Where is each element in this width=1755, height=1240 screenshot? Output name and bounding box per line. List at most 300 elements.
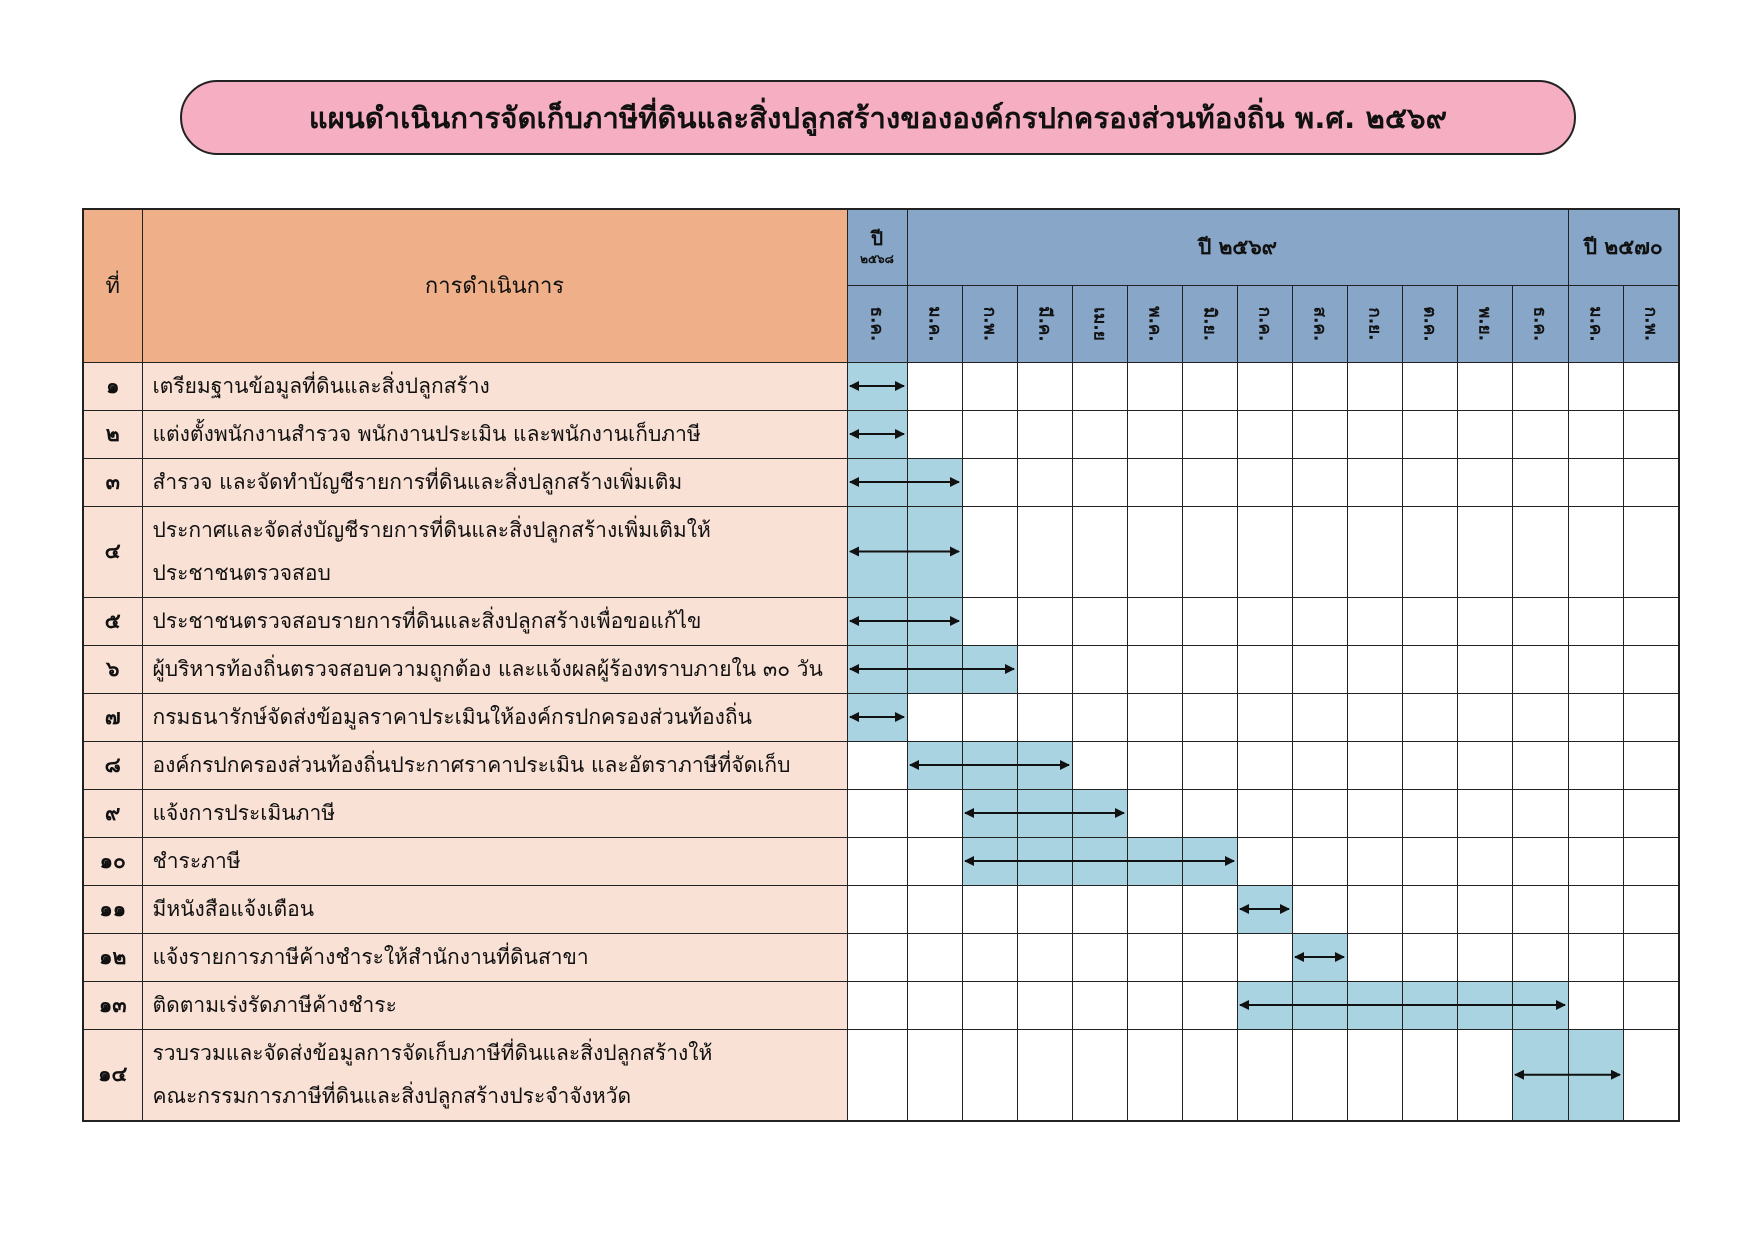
schedule-cell bbox=[907, 362, 962, 410]
schedule-cell bbox=[1017, 506, 1072, 597]
schedule-cell bbox=[907, 1029, 962, 1121]
schedule-cell bbox=[1402, 933, 1457, 981]
schedule-cell-active bbox=[907, 458, 962, 506]
schedule-cell bbox=[1237, 645, 1292, 693]
schedule-cell bbox=[1182, 789, 1237, 837]
row-number: ๗ bbox=[83, 693, 142, 741]
schedule-cell-active bbox=[847, 693, 907, 741]
schedule-cell bbox=[1182, 741, 1237, 789]
schedule-cell bbox=[1292, 458, 1347, 506]
schedule-cell bbox=[1292, 645, 1347, 693]
task-line: ผู้บริหารท้องถิ่นตรวจสอบความถูกต้อง และแจ้งผลผู้ร้องทราบภายใน ๓๐ วัน bbox=[152, 656, 823, 681]
task-description bbox=[142, 506, 847, 597]
header-year-next: ปี ๒๕๗๐ bbox=[1568, 209, 1679, 285]
schedule-cell bbox=[1182, 410, 1237, 458]
schedule-cell bbox=[1402, 789, 1457, 837]
schedule-cell bbox=[1072, 741, 1127, 789]
schedule-cell bbox=[1127, 981, 1182, 1029]
schedule-cell-active bbox=[847, 410, 907, 458]
table-row bbox=[83, 506, 1679, 597]
month-header bbox=[1237, 285, 1292, 362]
header-year-prev bbox=[847, 209, 907, 285]
schedule-cell bbox=[1182, 933, 1237, 981]
schedule-cell bbox=[962, 693, 1017, 741]
schedule-cell bbox=[1347, 362, 1402, 410]
table-row bbox=[83, 741, 1679, 789]
schedule-cell bbox=[1017, 981, 1072, 1029]
schedule-cell bbox=[1182, 1029, 1237, 1121]
schedule-cell bbox=[1347, 741, 1402, 789]
schedule-cell bbox=[1127, 1029, 1182, 1121]
schedule-cell bbox=[907, 693, 962, 741]
schedule-cell bbox=[1072, 693, 1127, 741]
schedule-cell bbox=[1623, 410, 1679, 458]
task-line: แจ้งรายการภาษีค้างชำระให้สำนักงานที่ดินสาขา bbox=[152, 944, 589, 969]
schedule-cell bbox=[1623, 362, 1679, 410]
schedule-cell-active bbox=[1017, 789, 1072, 837]
schedule-cell-active bbox=[907, 597, 962, 645]
schedule-cell bbox=[1568, 362, 1623, 410]
table-row bbox=[83, 933, 1679, 981]
row-number: ๓ bbox=[83, 458, 142, 506]
schedule-cell bbox=[1623, 837, 1679, 885]
schedule-cell bbox=[1457, 789, 1512, 837]
month-label: ต.ค. bbox=[1419, 305, 1439, 342]
month-header bbox=[1623, 285, 1679, 362]
schedule-cell bbox=[847, 933, 907, 981]
task-description bbox=[142, 693, 847, 741]
schedule-cell bbox=[1623, 1029, 1679, 1121]
row-number: ๘ bbox=[83, 741, 142, 789]
schedule-cell bbox=[1568, 741, 1623, 789]
schedule-cell bbox=[1347, 837, 1402, 885]
schedule-cell bbox=[1237, 693, 1292, 741]
month-label: ธ.ค. bbox=[1529, 306, 1550, 341]
month-label: พ.ย. bbox=[1474, 306, 1494, 341]
task-description bbox=[142, 410, 847, 458]
schedule-cell bbox=[847, 741, 907, 789]
month-label: มิ.ย. bbox=[1199, 306, 1219, 341]
schedule-cell bbox=[962, 458, 1017, 506]
schedule-cell bbox=[1127, 933, 1182, 981]
schedule-cell bbox=[1347, 885, 1402, 933]
schedule-cell bbox=[1127, 789, 1182, 837]
task-line: ชำระภาษี bbox=[152, 848, 241, 873]
schedule-cell bbox=[1457, 693, 1512, 741]
schedule-cell-active bbox=[907, 741, 962, 789]
row-number: ๖ bbox=[83, 645, 142, 693]
schedule-cell bbox=[1512, 506, 1568, 597]
schedule-cell bbox=[962, 410, 1017, 458]
schedule-cell-active bbox=[962, 837, 1017, 885]
task-description bbox=[142, 458, 847, 506]
schedule-cell bbox=[1457, 837, 1512, 885]
row-number: ๑๒ bbox=[83, 933, 142, 981]
schedule-cell bbox=[962, 885, 1017, 933]
row-number: ๑ bbox=[83, 362, 142, 410]
schedule-cell bbox=[907, 837, 962, 885]
month-header bbox=[1017, 285, 1072, 362]
row-number: ๔ bbox=[83, 506, 142, 597]
schedule-cell bbox=[1072, 597, 1127, 645]
schedule-cell bbox=[1623, 693, 1679, 741]
schedule-cell bbox=[1127, 885, 1182, 933]
schedule-cell-active bbox=[907, 645, 962, 693]
month-header bbox=[1402, 285, 1457, 362]
schedule-cell bbox=[1237, 597, 1292, 645]
schedule-cell bbox=[1292, 410, 1347, 458]
schedule-cell bbox=[1402, 645, 1457, 693]
schedule-cell-active bbox=[1292, 981, 1347, 1029]
schedule-cell bbox=[1182, 458, 1237, 506]
schedule-cell-active bbox=[962, 789, 1017, 837]
schedule-cell bbox=[1182, 362, 1237, 410]
schedule-cell bbox=[1127, 506, 1182, 597]
header-activity: การดำเนินการ bbox=[142, 209, 847, 362]
task-description bbox=[142, 981, 847, 1029]
schedule-cell bbox=[1292, 693, 1347, 741]
month-label: ม.ค. bbox=[1585, 305, 1605, 342]
schedule-cell bbox=[1127, 410, 1182, 458]
schedule-cell bbox=[1402, 693, 1457, 741]
schedule-cell bbox=[962, 597, 1017, 645]
schedule-cell bbox=[1512, 597, 1568, 645]
schedule-cell bbox=[1237, 1029, 1292, 1121]
month-header bbox=[1182, 285, 1237, 362]
task-line: คณะกรรมการภาษีที่ดินและสิ่งปลูกสร้างประจำจังหวัด bbox=[152, 1083, 632, 1108]
month-label: เม.ย bbox=[1089, 306, 1109, 341]
schedule-cell bbox=[1017, 885, 1072, 933]
schedule-cell-active bbox=[1402, 981, 1457, 1029]
schedule-cell bbox=[1623, 933, 1679, 981]
table-row bbox=[83, 981, 1679, 1029]
schedule-cell bbox=[1072, 885, 1127, 933]
task-line: สำรวจ และจัดทำบัญชีรายการที่ดินและสิ่งปลูกสร้างเพิ่มเติม bbox=[152, 469, 683, 494]
schedule-cell bbox=[847, 837, 907, 885]
schedule-cell bbox=[1292, 741, 1347, 789]
schedule-cell bbox=[1402, 506, 1457, 597]
schedule-cell-active bbox=[1017, 741, 1072, 789]
schedule-cell bbox=[1292, 1029, 1347, 1121]
schedule-cell bbox=[1568, 645, 1623, 693]
schedule-cell bbox=[1127, 741, 1182, 789]
schedule-cell bbox=[1292, 837, 1347, 885]
schedule-cell-active bbox=[1457, 981, 1512, 1029]
schedule-cell bbox=[1182, 597, 1237, 645]
schedule-cell bbox=[1568, 597, 1623, 645]
schedule-cell bbox=[1457, 597, 1512, 645]
month-header bbox=[1512, 285, 1568, 362]
schedule-cell bbox=[1512, 789, 1568, 837]
schedule-cell bbox=[962, 981, 1017, 1029]
schedule-cell bbox=[1237, 458, 1292, 506]
table-row bbox=[83, 597, 1679, 645]
schedule-cell-active bbox=[1292, 933, 1347, 981]
table-row bbox=[83, 789, 1679, 837]
schedule-cell bbox=[907, 933, 962, 981]
row-number: ๑๐ bbox=[83, 837, 142, 885]
header-no: ที่ bbox=[83, 209, 142, 362]
schedule-cell bbox=[1017, 1029, 1072, 1121]
month-label: ก.ย. bbox=[1364, 306, 1384, 341]
task-line: เตรียมฐานข้อมูลที่ดินและสิ่งปลูกสร้าง bbox=[152, 373, 490, 398]
schedule-cell-active bbox=[1182, 837, 1237, 885]
task-line: องค์กรปกครองส่วนท้องถิ่นประกาศราคาประเมิน และอัตราภาษีที่จัดเก็บ bbox=[152, 752, 791, 777]
schedule-cell bbox=[1568, 789, 1623, 837]
table-row bbox=[83, 410, 1679, 458]
schedule-cell-active bbox=[847, 362, 907, 410]
table-row bbox=[83, 1029, 1679, 1121]
schedule-cell bbox=[847, 885, 907, 933]
schedule-cell bbox=[1512, 645, 1568, 693]
task-line: แจ้งการประเมินภาษี bbox=[152, 800, 336, 825]
schedule-cell bbox=[1568, 981, 1623, 1029]
schedule-cell bbox=[1512, 885, 1568, 933]
month-header bbox=[1072, 285, 1127, 362]
schedule-cell bbox=[1457, 885, 1512, 933]
month-label: ก.พ. bbox=[1640, 306, 1661, 341]
schedule-cell bbox=[1017, 410, 1072, 458]
schedule-cell bbox=[1457, 362, 1512, 410]
schedule-cell bbox=[1182, 693, 1237, 741]
month-label: ก.ค. bbox=[1254, 306, 1274, 341]
schedule-cell bbox=[1127, 362, 1182, 410]
schedule-cell bbox=[1292, 789, 1347, 837]
task-description bbox=[142, 933, 847, 981]
schedule-cell bbox=[1127, 597, 1182, 645]
schedule-cell bbox=[1623, 741, 1679, 789]
schedule-cell bbox=[1127, 693, 1182, 741]
schedule-cell bbox=[1237, 362, 1292, 410]
schedule-cell bbox=[1347, 789, 1402, 837]
schedule-cell bbox=[1512, 458, 1568, 506]
schedule-cell bbox=[1457, 933, 1512, 981]
schedule-cell bbox=[1568, 837, 1623, 885]
schedule-cell bbox=[1127, 458, 1182, 506]
schedule-cell bbox=[1347, 506, 1402, 597]
task-line: มีหนังสือแจ้งเตือน bbox=[152, 896, 315, 921]
schedule-cell bbox=[1237, 837, 1292, 885]
schedule-cell bbox=[907, 789, 962, 837]
month-label: ม.ค. bbox=[924, 305, 944, 342]
schedule-cell-active bbox=[847, 506, 907, 597]
task-description bbox=[142, 741, 847, 789]
page-title: แผนดำเนินการจัดเก็บภาษีที่ดินและสิ่งปลูกสร้างขององค์กรปกครองส่วนท้องถิ่น พ.ศ. ๒๕๖๙ bbox=[180, 80, 1576, 155]
schedule-cell bbox=[1568, 506, 1623, 597]
schedule-cell bbox=[1182, 981, 1237, 1029]
schedule-cell bbox=[1457, 458, 1512, 506]
task-description bbox=[142, 597, 847, 645]
schedule-cell bbox=[1127, 645, 1182, 693]
schedule-cell bbox=[1623, 458, 1679, 506]
schedule-cell bbox=[1182, 645, 1237, 693]
schedule-cell bbox=[1017, 362, 1072, 410]
table-row bbox=[83, 837, 1679, 885]
schedule-cell bbox=[1457, 506, 1512, 597]
task-line: ประชาชนตรวจสอบ bbox=[152, 560, 331, 585]
schedule-cell bbox=[1402, 362, 1457, 410]
schedule-cell bbox=[1457, 410, 1512, 458]
row-number: ๑๑ bbox=[83, 885, 142, 933]
schedule-cell bbox=[1237, 741, 1292, 789]
row-number: ๕ bbox=[83, 597, 142, 645]
schedule-cell bbox=[1182, 885, 1237, 933]
schedule-cell bbox=[1402, 885, 1457, 933]
schedule-cell bbox=[1347, 693, 1402, 741]
table-row bbox=[83, 645, 1679, 693]
schedule-cell bbox=[962, 506, 1017, 597]
month-header bbox=[1568, 285, 1623, 362]
schedule-cell bbox=[1457, 645, 1512, 693]
schedule-cell-active bbox=[847, 645, 907, 693]
schedule-cell bbox=[1347, 645, 1402, 693]
month-header bbox=[1127, 285, 1182, 362]
schedule-cell bbox=[1402, 741, 1457, 789]
schedule-cell bbox=[962, 362, 1017, 410]
task-description bbox=[142, 837, 847, 885]
task-line: ประชาชนตรวจสอบรายการที่ดินและสิ่งปลูกสร้างเพื่อขอแก้ไข bbox=[152, 608, 702, 633]
month-label: ส.ค. bbox=[1309, 306, 1329, 341]
table-row bbox=[83, 458, 1679, 506]
schedule-cell bbox=[1512, 933, 1568, 981]
schedule-cell-active bbox=[1237, 981, 1292, 1029]
schedule-cell-active bbox=[1512, 1029, 1568, 1121]
task-description bbox=[142, 1029, 847, 1121]
schedule-cell bbox=[1512, 741, 1568, 789]
schedule-cell bbox=[907, 885, 962, 933]
schedule-cell bbox=[1512, 693, 1568, 741]
month-label: ก.พ. bbox=[979, 306, 999, 341]
month-label: พ.ค. bbox=[1144, 305, 1164, 342]
schedule-cell bbox=[1072, 458, 1127, 506]
schedule-cell-active bbox=[1072, 789, 1127, 837]
schedule-cell bbox=[1292, 597, 1347, 645]
month-header bbox=[1292, 285, 1347, 362]
schedule-cell bbox=[1072, 645, 1127, 693]
month-header bbox=[907, 285, 962, 362]
schedule-cell bbox=[1568, 458, 1623, 506]
schedule-cell-active bbox=[1568, 1029, 1623, 1121]
schedule-cell bbox=[907, 410, 962, 458]
schedule-cell bbox=[1237, 410, 1292, 458]
task-description bbox=[142, 789, 847, 837]
schedule-cell bbox=[1402, 410, 1457, 458]
schedule-cell bbox=[1402, 597, 1457, 645]
row-number: ๒ bbox=[83, 410, 142, 458]
header-year-prev-label: ปี bbox=[870, 227, 884, 250]
month-label: ธ.ค. bbox=[866, 306, 887, 341]
schedule-cell bbox=[962, 933, 1017, 981]
row-number: ๑๔ bbox=[83, 1029, 142, 1121]
schedule-cell bbox=[1512, 837, 1568, 885]
schedule-cell bbox=[1568, 885, 1623, 933]
schedule-cell bbox=[1623, 981, 1679, 1029]
schedule-cell bbox=[1568, 933, 1623, 981]
schedule-cell bbox=[1512, 362, 1568, 410]
schedule-cell-active bbox=[962, 741, 1017, 789]
row-number: ๙ bbox=[83, 789, 142, 837]
schedule-cell bbox=[1237, 933, 1292, 981]
schedule-cell bbox=[1017, 645, 1072, 693]
schedule-cell-active bbox=[847, 458, 907, 506]
schedule-cell bbox=[1182, 506, 1237, 597]
schedule-cell bbox=[1347, 1029, 1402, 1121]
month-header bbox=[847, 285, 907, 362]
schedule-cell-active bbox=[1512, 981, 1568, 1029]
schedule-cell bbox=[1072, 981, 1127, 1029]
schedule-cell bbox=[1292, 506, 1347, 597]
schedule-cell-active bbox=[962, 645, 1017, 693]
schedule-cell bbox=[1457, 1029, 1512, 1121]
schedule-table bbox=[82, 208, 1680, 1122]
row-number: ๑๓ bbox=[83, 981, 142, 1029]
task-line: รวบรวมและจัดส่งข้อมูลการจัดเก็บภาษีที่ดินและสิ่งปลูกสร้างให้ bbox=[152, 1040, 713, 1065]
schedule-cell bbox=[1072, 410, 1127, 458]
schedule-cell bbox=[1623, 645, 1679, 693]
schedule-cell bbox=[907, 981, 962, 1029]
task-description bbox=[142, 885, 847, 933]
schedule-cell bbox=[1568, 693, 1623, 741]
schedule-cell bbox=[962, 1029, 1017, 1121]
schedule-cell bbox=[1072, 506, 1127, 597]
schedule-cell bbox=[1237, 506, 1292, 597]
month-label: มี.ค. bbox=[1034, 305, 1054, 342]
schedule-cell bbox=[1623, 885, 1679, 933]
schedule-cell-active bbox=[1127, 837, 1182, 885]
schedule-cell bbox=[1292, 362, 1347, 410]
task-line: แต่งตั้งพนักงานสำรวจ พนักงานประเมิน และพนักงานเก็บภาษี bbox=[152, 421, 701, 446]
schedule-cell-active bbox=[1017, 837, 1072, 885]
schedule-cell bbox=[1347, 933, 1402, 981]
schedule-cell bbox=[847, 1029, 907, 1121]
month-header bbox=[1347, 285, 1402, 362]
task-line: ติดตามเร่งรัดภาษีค้างชำระ bbox=[152, 992, 397, 1017]
schedule-cell bbox=[1017, 933, 1072, 981]
schedule-cell bbox=[1457, 741, 1512, 789]
task-line: ประกาศและจัดส่งบัญชีรายการที่ดินและสิ่งปลูกสร้างเพิ่มเติมให้ bbox=[152, 517, 711, 542]
schedule-cell bbox=[1072, 933, 1127, 981]
schedule-cell bbox=[1623, 789, 1679, 837]
month-header bbox=[1457, 285, 1512, 362]
table-row bbox=[83, 885, 1679, 933]
schedule-cell bbox=[1512, 410, 1568, 458]
schedule-cell-active bbox=[847, 597, 907, 645]
schedule-cell bbox=[847, 789, 907, 837]
header-year-prev-number: ๒๕๖๘ bbox=[860, 251, 894, 266]
schedule-cell bbox=[1017, 458, 1072, 506]
table-row bbox=[83, 362, 1679, 410]
month-header bbox=[962, 285, 1017, 362]
schedule-cell-active bbox=[1237, 885, 1292, 933]
schedule-cell bbox=[1017, 597, 1072, 645]
header-year-main: ปี ๒๕๖๙ bbox=[907, 209, 1568, 285]
schedule-cell-active bbox=[1072, 837, 1127, 885]
schedule-cell bbox=[1347, 597, 1402, 645]
task-line: กรมธนารักษ์จัดส่งข้อมูลราคาประเมินให้องค์กรปกครองส่วนท้องถิ่น bbox=[152, 704, 752, 729]
schedule-cell bbox=[1402, 458, 1457, 506]
schedule-cell-active bbox=[1347, 981, 1402, 1029]
schedule-cell bbox=[1623, 597, 1679, 645]
schedule-cell bbox=[1237, 789, 1292, 837]
schedule-cell bbox=[1072, 1029, 1127, 1121]
schedule-cell bbox=[1623, 506, 1679, 597]
schedule-cell-active bbox=[907, 506, 962, 597]
task-description bbox=[142, 362, 847, 410]
schedule-cell bbox=[1017, 693, 1072, 741]
table-row bbox=[83, 693, 1679, 741]
schedule-cell bbox=[1292, 885, 1347, 933]
schedule-cell bbox=[1347, 458, 1402, 506]
